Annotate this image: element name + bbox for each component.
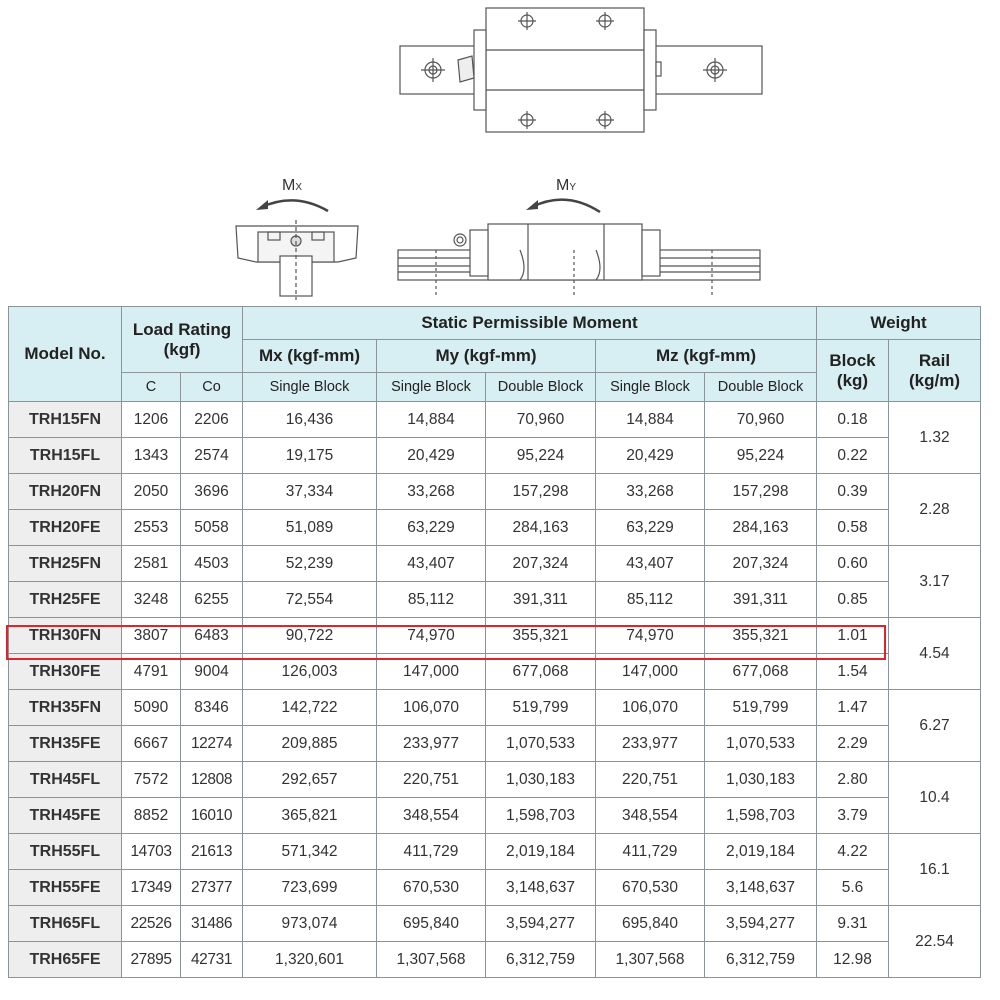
rail-weight-cell: 10.4 bbox=[889, 762, 981, 834]
mx-single-header: Single Block bbox=[243, 373, 377, 402]
my-double-cell: 391,311 bbox=[486, 582, 596, 618]
my-double-cell: 95,224 bbox=[486, 438, 596, 474]
model-cell: TRH25FN bbox=[9, 546, 122, 582]
my-single-cell: 106,070 bbox=[377, 690, 486, 726]
mz-single-cell: 411,729 bbox=[596, 834, 705, 870]
model-cell: TRH65FL bbox=[9, 906, 122, 942]
rail-weight-cell: 3.17 bbox=[889, 546, 981, 618]
mx-cell: 365,821 bbox=[243, 798, 377, 834]
c-cell: 6667 bbox=[122, 726, 181, 762]
svg-text:MX: MX bbox=[282, 177, 302, 194]
table-row bbox=[9, 690, 981, 726]
block-weight-cell: 0.22 bbox=[817, 438, 889, 474]
mx-cell: 16,436 bbox=[243, 402, 377, 438]
co-cell: 12274 bbox=[181, 726, 243, 762]
c-cell: 22526 bbox=[122, 906, 181, 942]
model-cell: TRH45FE bbox=[9, 798, 122, 834]
c-cell: 17349 bbox=[122, 870, 181, 906]
mz-single-cell: 670,530 bbox=[596, 870, 705, 906]
c-cell: 14703 bbox=[122, 834, 181, 870]
mz-double-cell: 519,799 bbox=[705, 690, 817, 726]
my-single-cell: 63,229 bbox=[377, 510, 486, 546]
mz-double-cell: 1,598,703 bbox=[705, 798, 817, 834]
model-cell: TRH20FN bbox=[9, 474, 122, 510]
technical-drawings bbox=[0, 0, 1000, 305]
my-single-cell: 85,112 bbox=[377, 582, 486, 618]
mx-cell: 973,074 bbox=[243, 906, 377, 942]
co-cell: 12808 bbox=[181, 762, 243, 798]
mz-double-cell: 3,594,277 bbox=[705, 906, 817, 942]
co-cell: 9004 bbox=[181, 654, 243, 690]
table-row bbox=[9, 798, 981, 834]
table-row bbox=[9, 402, 981, 438]
my-double-cell: 355,321 bbox=[486, 618, 596, 654]
c-cell: 2581 bbox=[122, 546, 181, 582]
rail-weight-cell: 16.1 bbox=[889, 834, 981, 906]
table-row bbox=[9, 618, 981, 654]
block-weight-cell: 9.31 bbox=[817, 906, 889, 942]
mz-single-cell: 63,229 bbox=[596, 510, 705, 546]
c-cell: 8852 bbox=[122, 798, 181, 834]
my-single-cell: 411,729 bbox=[377, 834, 486, 870]
model-cell: TRH35FE bbox=[9, 726, 122, 762]
mx-cell: 72,554 bbox=[243, 582, 377, 618]
mx-header: Mx (kgf-mm) bbox=[243, 340, 377, 373]
my-double-cell: 1,030,183 bbox=[486, 762, 596, 798]
table-row bbox=[9, 726, 981, 762]
block-weight-cell: 1.54 bbox=[817, 654, 889, 690]
mz-single-cell: 20,429 bbox=[596, 438, 705, 474]
model-cell: TRH55FL bbox=[9, 834, 122, 870]
table-row bbox=[9, 654, 981, 690]
model-cell: TRH30FE bbox=[9, 654, 122, 690]
my-double-cell: 157,298 bbox=[486, 474, 596, 510]
table-row bbox=[9, 474, 981, 510]
my-double-cell: 3,594,277 bbox=[486, 906, 596, 942]
mx-cell: 142,722 bbox=[243, 690, 377, 726]
table-row bbox=[9, 870, 981, 906]
c-cell: 27895 bbox=[122, 942, 181, 978]
block-weight-cell: 2.29 bbox=[817, 726, 889, 762]
mx-cell: 52,239 bbox=[243, 546, 377, 582]
static-moment-header: Static Permissible Moment bbox=[243, 307, 817, 340]
c-cell: 7572 bbox=[122, 762, 181, 798]
my-moment-indicator bbox=[526, 177, 600, 212]
mz-double-cell: 1,070,533 bbox=[705, 726, 817, 762]
mz-single-cell: 33,268 bbox=[596, 474, 705, 510]
c-cell: 4791 bbox=[122, 654, 181, 690]
co-cell: 2574 bbox=[181, 438, 243, 474]
mx-moment-indicator bbox=[256, 177, 328, 211]
my-single-cell: 695,840 bbox=[377, 906, 486, 942]
mz-double-cell: 3,148,637 bbox=[705, 870, 817, 906]
mz-single-cell: 220,751 bbox=[596, 762, 705, 798]
side-view-drawing bbox=[398, 224, 760, 298]
mz-single-cell: 43,407 bbox=[596, 546, 705, 582]
block-weight-header: Block (kg) bbox=[817, 340, 889, 402]
co-cell: 42731 bbox=[181, 942, 243, 978]
table-row bbox=[9, 546, 981, 582]
block-weight-cell: 2.80 bbox=[817, 762, 889, 798]
my-single-cell: 670,530 bbox=[377, 870, 486, 906]
mz-single-header: Single Block bbox=[596, 373, 705, 402]
c-cell: 3248 bbox=[122, 582, 181, 618]
table-row bbox=[9, 582, 981, 618]
block-weight-cell: 0.85 bbox=[817, 582, 889, 618]
my-single-cell: 43,407 bbox=[377, 546, 486, 582]
my-single-cell: 14,884 bbox=[377, 402, 486, 438]
c-cell: 5090 bbox=[122, 690, 181, 726]
co-cell: 5058 bbox=[181, 510, 243, 546]
rail-weight-cell: 2.28 bbox=[889, 474, 981, 546]
mz-single-cell: 1,307,568 bbox=[596, 942, 705, 978]
mz-double-cell: 70,960 bbox=[705, 402, 817, 438]
c-cell: 2050 bbox=[122, 474, 181, 510]
rail-weight-cell: 4.54 bbox=[889, 618, 981, 690]
mz-single-cell: 106,070 bbox=[596, 690, 705, 726]
my-single-cell: 20,429 bbox=[377, 438, 486, 474]
mz-double-cell: 95,224 bbox=[705, 438, 817, 474]
mz-double-cell: 1,030,183 bbox=[705, 762, 817, 798]
block-weight-cell: 12.98 bbox=[817, 942, 889, 978]
mz-single-cell: 348,554 bbox=[596, 798, 705, 834]
block-weight-cell: 0.18 bbox=[817, 402, 889, 438]
block-weight-cell: 0.58 bbox=[817, 510, 889, 546]
mz-double-cell: 284,163 bbox=[705, 510, 817, 546]
rail-weight-cell: 22.54 bbox=[889, 906, 981, 978]
mx-cell: 126,003 bbox=[243, 654, 377, 690]
weight-header: Weight bbox=[817, 307, 981, 340]
specification-table bbox=[8, 306, 981, 978]
mz-single-cell: 74,970 bbox=[596, 618, 705, 654]
mx-cell: 90,722 bbox=[243, 618, 377, 654]
table-row bbox=[9, 438, 981, 474]
end-view-drawing bbox=[236, 220, 358, 300]
rail-weight-header: Rail (kg/m) bbox=[889, 340, 981, 402]
table-row bbox=[9, 762, 981, 798]
my-double-header: Double Block bbox=[486, 373, 596, 402]
co-cell: 21613 bbox=[181, 834, 243, 870]
table-row bbox=[9, 942, 981, 978]
block-weight-cell: 0.60 bbox=[817, 546, 889, 582]
mz-single-cell: 85,112 bbox=[596, 582, 705, 618]
mx-cell: 292,657 bbox=[243, 762, 377, 798]
mz-double-cell: 355,321 bbox=[705, 618, 817, 654]
my-header: My (kgf-mm) bbox=[377, 340, 596, 373]
my-single-cell: 220,751 bbox=[377, 762, 486, 798]
mz-double-cell: 157,298 bbox=[705, 474, 817, 510]
my-single-cell: 33,268 bbox=[377, 474, 486, 510]
table-row bbox=[9, 906, 981, 942]
load-rating-header: Load Rating (kgf) bbox=[122, 307, 243, 373]
mx-cell: 571,342 bbox=[243, 834, 377, 870]
model-cell: TRH25FE bbox=[9, 582, 122, 618]
rail-weight-cell: 1.32 bbox=[889, 402, 981, 474]
co-cell: 6483 bbox=[181, 618, 243, 654]
co-cell: 8346 bbox=[181, 690, 243, 726]
mz-double-cell: 207,324 bbox=[705, 546, 817, 582]
model-cell: TRH65FE bbox=[9, 942, 122, 978]
my-single-cell: 348,554 bbox=[377, 798, 486, 834]
block-weight-cell: 1.47 bbox=[817, 690, 889, 726]
my-single-header: Single Block bbox=[377, 373, 486, 402]
block-weight-cell: 0.39 bbox=[817, 474, 889, 510]
co-cell: 6255 bbox=[181, 582, 243, 618]
model-cell: TRH55FE bbox=[9, 870, 122, 906]
mx-cell: 209,885 bbox=[243, 726, 377, 762]
co-cell: 16010 bbox=[181, 798, 243, 834]
model-cell: TRH15FN bbox=[9, 402, 122, 438]
my-double-cell: 6,312,759 bbox=[486, 942, 596, 978]
model-cell: TRH30FN bbox=[9, 618, 122, 654]
rail-weight-cell: 6.27 bbox=[889, 690, 981, 762]
mx-cell: 1,320,601 bbox=[243, 942, 377, 978]
my-single-cell: 147,000 bbox=[377, 654, 486, 690]
my-double-cell: 519,799 bbox=[486, 690, 596, 726]
rotation-arrow-icon bbox=[262, 200, 328, 211]
block-weight-cell: 3.79 bbox=[817, 798, 889, 834]
model-header: Model No. bbox=[9, 307, 122, 402]
my-single-cell: 1,307,568 bbox=[377, 942, 486, 978]
block-weight-cell: 4.22 bbox=[817, 834, 889, 870]
my-double-cell: 677,068 bbox=[486, 654, 596, 690]
mz-double-cell: 677,068 bbox=[705, 654, 817, 690]
svg-text:MY: MY bbox=[556, 177, 576, 194]
top-view-drawing bbox=[400, 8, 762, 132]
model-cell: TRH20FE bbox=[9, 510, 122, 546]
my-double-cell: 284,163 bbox=[486, 510, 596, 546]
table-row bbox=[9, 834, 981, 870]
mz-single-cell: 14,884 bbox=[596, 402, 705, 438]
rotation-arrow-icon bbox=[532, 200, 600, 212]
c-cell: 1343 bbox=[122, 438, 181, 474]
co-cell: 31486 bbox=[181, 906, 243, 942]
my-double-cell: 3,148,637 bbox=[486, 870, 596, 906]
mz-double-cell: 391,311 bbox=[705, 582, 817, 618]
my-double-cell: 70,960 bbox=[486, 402, 596, 438]
c-cell: 3807 bbox=[122, 618, 181, 654]
co-header: Co bbox=[181, 373, 243, 402]
mz-double-header: Double Block bbox=[705, 373, 817, 402]
mz-single-cell: 147,000 bbox=[596, 654, 705, 690]
c-cell: 2553 bbox=[122, 510, 181, 546]
block-weight-cell: 5.6 bbox=[817, 870, 889, 906]
block-weight-cell: 1.01 bbox=[817, 618, 889, 654]
co-cell: 4503 bbox=[181, 546, 243, 582]
model-cell: TRH35FN bbox=[9, 690, 122, 726]
my-double-cell: 2,019,184 bbox=[486, 834, 596, 870]
my-single-cell: 233,977 bbox=[377, 726, 486, 762]
mx-cell: 37,334 bbox=[243, 474, 377, 510]
mx-cell: 51,089 bbox=[243, 510, 377, 546]
mz-single-cell: 233,977 bbox=[596, 726, 705, 762]
c-cell: 1206 bbox=[122, 402, 181, 438]
c-header: C bbox=[122, 373, 181, 402]
mx-cell: 19,175 bbox=[243, 438, 377, 474]
mz-header: Mz (kgf-mm) bbox=[596, 340, 817, 373]
co-cell: 27377 bbox=[181, 870, 243, 906]
my-double-cell: 1,598,703 bbox=[486, 798, 596, 834]
mz-double-cell: 2,019,184 bbox=[705, 834, 817, 870]
co-cell: 3696 bbox=[181, 474, 243, 510]
model-cell: TRH15FL bbox=[9, 438, 122, 474]
model-cell: TRH45FL bbox=[9, 762, 122, 798]
my-double-cell: 207,324 bbox=[486, 546, 596, 582]
mx-cell: 723,699 bbox=[243, 870, 377, 906]
table-row bbox=[9, 510, 981, 546]
mz-single-cell: 695,840 bbox=[596, 906, 705, 942]
mz-double-cell: 6,312,759 bbox=[705, 942, 817, 978]
my-single-cell: 74,970 bbox=[377, 618, 486, 654]
co-cell: 2206 bbox=[181, 402, 243, 438]
my-double-cell: 1,070,533 bbox=[486, 726, 596, 762]
